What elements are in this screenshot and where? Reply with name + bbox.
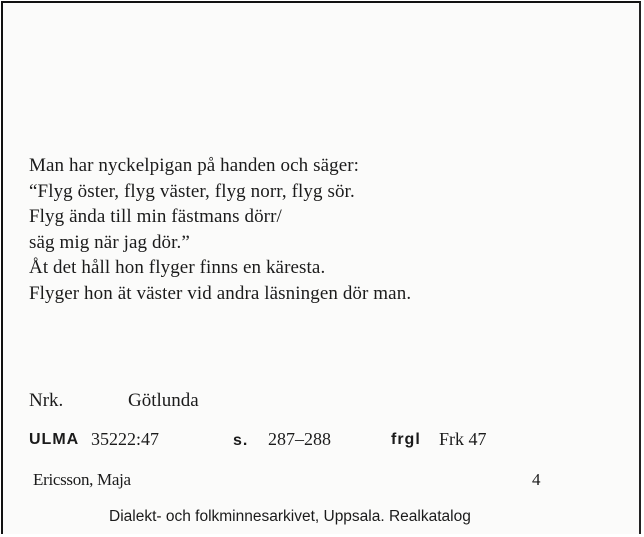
- text-line: Åt det håll hon flyger finns en käresta.: [29, 257, 326, 278]
- page-label: s.: [233, 432, 249, 449]
- text-line: Flyg ända till min fästmans dörr/: [29, 206, 282, 227]
- ulma-label: ULMA: [29, 431, 80, 448]
- archive-footer: Dialekt- och folkminnesarkivet, Uppsala. Realkatalog: [109, 508, 471, 525]
- nrk-label: Nrk.: [29, 390, 64, 411]
- text-line: Flyger hon ät väster vid andra läsningen dör man.: [29, 282, 412, 304]
- text-line: “Flyg öster, flyg väster, flyg norr, flyg sör.: [29, 180, 355, 202]
- informant-name: Ericsson, Maja: [33, 470, 131, 489]
- ulma-value: 35222:47: [91, 429, 160, 449]
- frgl-value: Frk 47: [439, 429, 487, 449]
- nrk-value: Götlunda: [128, 390, 199, 411]
- card-number: 4: [532, 470, 541, 489]
- page-value: 287–288: [268, 429, 331, 449]
- card-text: [29, 153, 411, 306]
- frgl-label: frgl: [391, 431, 421, 448]
- text-line: säg mig när jag dör.”: [29, 231, 190, 253]
- text-line: Man har nyckelpigan på handen och säger:: [29, 155, 360, 176]
- catalog-card: [1, 1, 641, 534]
